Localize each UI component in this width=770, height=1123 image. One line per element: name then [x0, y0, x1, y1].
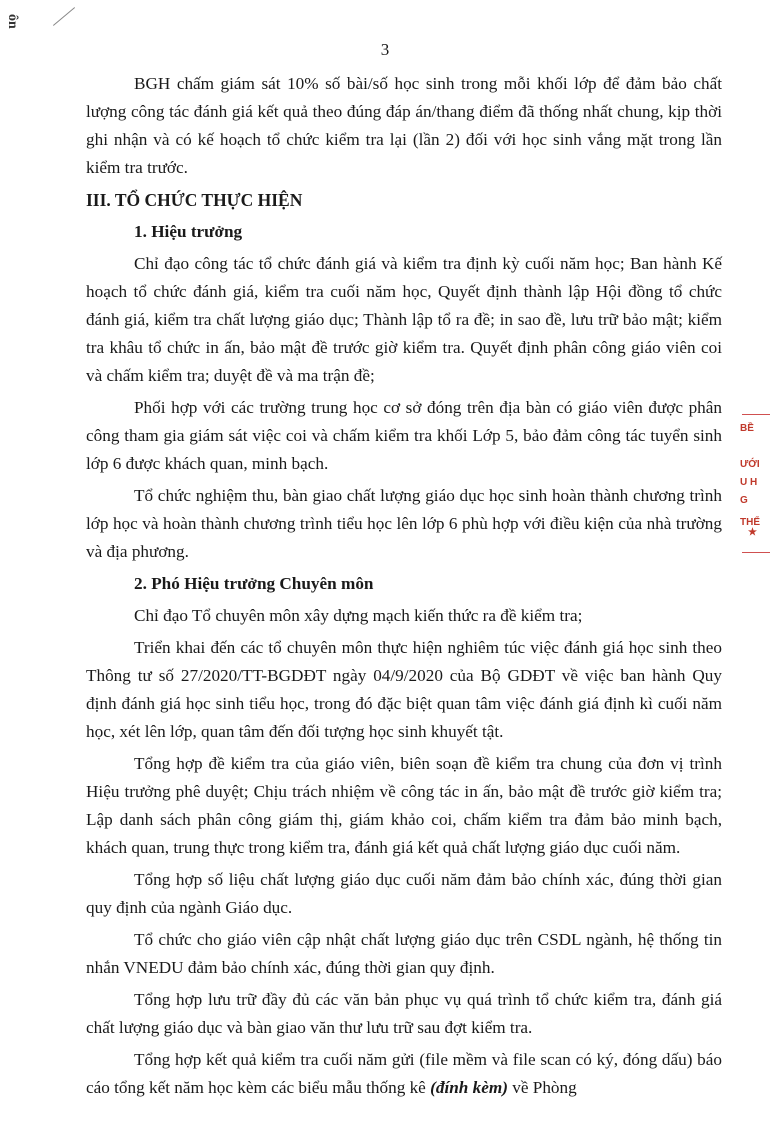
paragraph-vice-5: Tổ chức cho giáo viên cập nhật chất lượng giáo dục trên CSDL ngành, hệ thống tin nhắn VNEDU đảm bảo chính xác, đúng thời gian quy định.: [86, 930, 722, 977]
paragraph-vice-7-end: về Phòng: [507, 1078, 577, 1097]
stamp-arc-top: [742, 414, 770, 415]
paragraph-principal-2: Phối hợp với các trường trung học cơ sở đóng trên địa bàn có giáo viên được phân công tham gia giám sát việc coi và chấm kiểm tra khối Lớp 5, bảo đảm công tác tuyển sinh lớp 6 được khách quan, minh bạch.: [86, 398, 722, 473]
paragraph-vice-1: Chỉ đạo Tổ chuyên môn xây dựng mạch kiến thức ra đề kiểm tra;: [134, 606, 583, 625]
paragraph-vice-7: [86, 1046, 722, 1102]
red-stamp-fragment: [736, 410, 770, 570]
stamp-arc-bottom: [742, 552, 770, 553]
paragraph-intro: BGH chấm giám sát 10% số bài/số học sinh trong mỗi khối lớp để đảm bảo chất lượng công tác đánh giá kết quả theo đúng đáp án/thang điểm đã thống nhất chung, kịp thời ghi nhận và có kế hoạch tổ chức kiểm tra lại (lần 2) đối với học sinh vắng mặt trong lần kiểm tra trước.: [86, 74, 722, 177]
document-body: [86, 70, 722, 1106]
attached-note: (đính kèm): [430, 1078, 508, 1097]
paragraph-vice-7-start: Tổng hợp kết quả kiểm tra cuối năm gửi (file mềm và file scan có ký, đóng dấu) báo cáo tổng kết năm học kèm các biểu mẫu thống kê: [86, 1050, 722, 1097]
section-heading: III. TỔ CHỨC THỰC HIỆN: [86, 190, 303, 210]
stamp-star-icon: ★: [748, 527, 757, 538]
paragraph-vice-4: Tổng hợp số liệu chất lượng giáo dục cuối năm đảm bảo chính xác, đúng thời gian quy định của ngành Giáo dục.: [86, 870, 722, 917]
subheading-principal: 1. Hiệu trưởng: [134, 222, 243, 241]
corner-text: ôn: [5, 14, 20, 29]
stamp-text-3: U H: [740, 477, 758, 488]
paragraph-principal-1: Chỉ đạo công tác tổ chức đánh giá và kiểm tra định kỳ cuối năm học; Ban hành Kế hoạch tổ chức đánh giá, kiểm tra cuối năm học, Quyết định thành lập Hội đồng tổ chức đánh giá, kiểm tra chất lượng giáo dục; Thành lập tổ ra đề; in sao đề, lưu trữ bảo mật; kiểm tra khâu tổ chức in ấn, bảo mật đề trước giờ kiểm tra. Quyết định phân công giáo viên coi và chấm kiểm tra; duyệt đề và ma trận đề;: [86, 254, 722, 385]
stamp-text-1: BỀ: [740, 423, 754, 434]
stamp-text-4: G THỂ: [740, 495, 760, 528]
paragraph-vice-6: Tổng hợp lưu trữ đầy đủ các văn bản phục vụ quá trình tổ chức kiểm tra, đánh giá chất lượng giáo dục và bàn giao văn thư lưu trữ sau đợt kiểm tra.: [86, 990, 722, 1037]
paragraph-vice-3: Tổng hợp đề kiểm tra của giáo viên, biên soạn đề kiểm tra chung của đơn vị trình Hiệu trưởng phê duyệt; Chịu trách nhiệm về công tác in ấn, bảo mật đề trước giờ kiểm tra; Lập danh sách phân công giám thị, giám khảo coi, chấm kiểm tra đảm bảo minh bạch, khách quan, trung thực trong kiểm tra, đánh giá kết quả chất lượng giáo dục cuối năm.: [86, 754, 722, 857]
page-number: 3: [380, 40, 390, 59]
subheading-vice-principal: 2. Phó Hiệu trưởng Chuyên môn: [134, 574, 374, 593]
corner-stroke: [53, 7, 75, 26]
stamp-text-2: ƯỚI: [740, 459, 760, 470]
paragraph-principal-3: Tổ chức nghiệm thu, bàn giao chất lượng giáo dục học sinh hoàn thành chương trình lớp học và hoàn thành chương trình tiểu học lên lớp 6 phù hợp với điều kiện của nhà trường và địa phương.: [86, 486, 722, 561]
paragraph-vice-2: Triển khai đến các tổ chuyên môn thực hiện nghiêm túc việc đánh giá học sinh theo Thông tư số 27/2020/TT-BGDĐT ngày 04/9/2020 của Bộ GDĐT về việc ban hành Quy định đánh giá học sinh tiểu học, trong đó đặc biệt quan tâm việc đánh giá định kì cuối năm học, xét lên lớp, quan tâm đến đối tượng học sinh khuyết tật.: [86, 638, 722, 741]
